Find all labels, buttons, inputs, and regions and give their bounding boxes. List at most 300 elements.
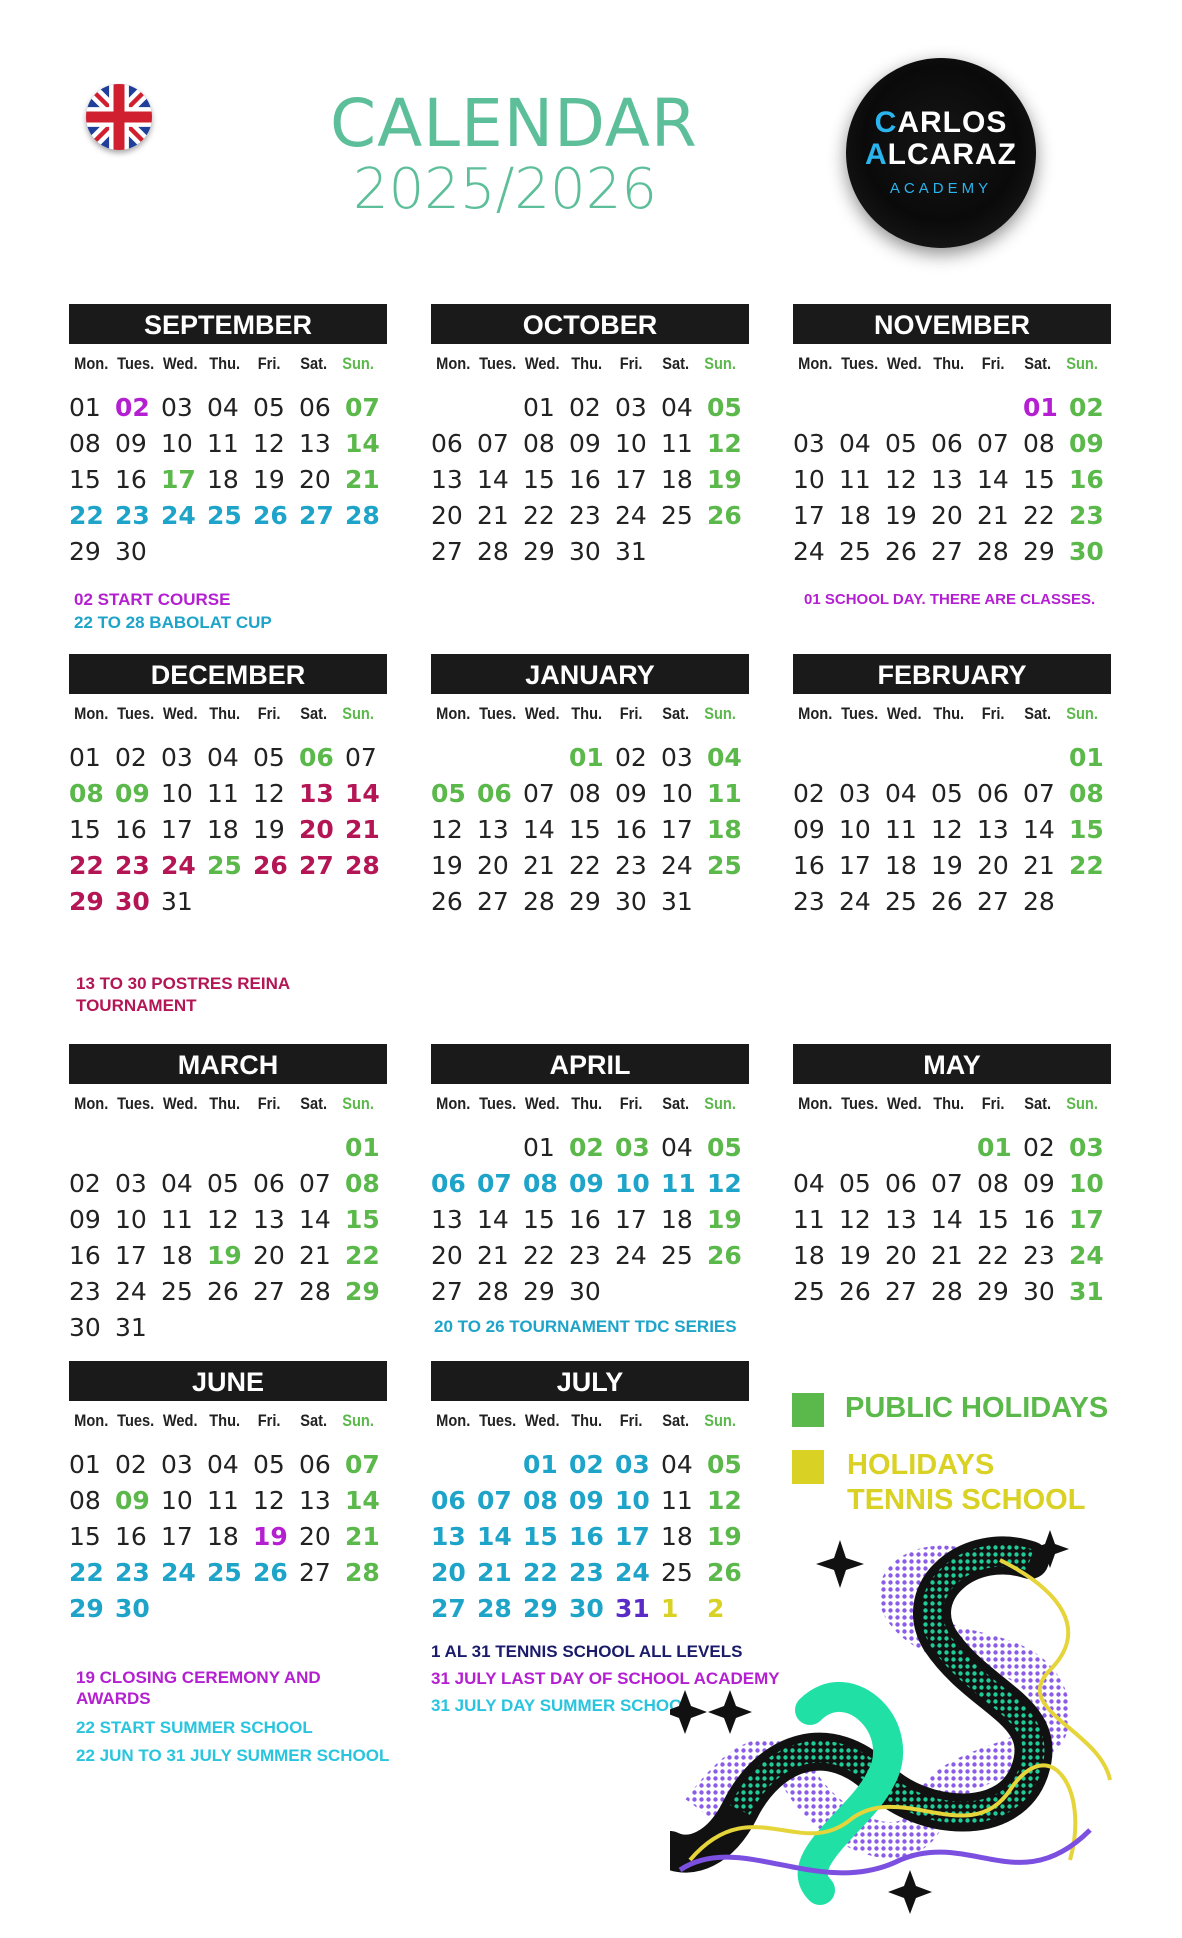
day-cell: 18 xyxy=(161,1241,193,1270)
day-cell: 24 xyxy=(793,537,825,566)
day-cell: 25 xyxy=(661,501,693,530)
weekday-row xyxy=(431,354,742,374)
day-cell: 15 xyxy=(69,465,101,494)
day-cell: 31 xyxy=(615,1594,650,1623)
day-cell: 06 xyxy=(977,779,1009,808)
day-cell: 24 xyxy=(161,1558,196,1587)
day-cell: 23 xyxy=(1023,1241,1055,1270)
day-cell: 28 xyxy=(477,537,509,566)
day-cell: 07 xyxy=(477,1486,512,1515)
day-cell: 02 xyxy=(569,1133,604,1162)
day-cell: 29 xyxy=(977,1277,1009,1306)
note-sep-start: 02 START COURSE xyxy=(74,590,231,609)
day-cell: 06 xyxy=(299,743,334,772)
weekday-row xyxy=(793,1094,1104,1114)
day-cell: 06 xyxy=(931,429,963,458)
day-cell: 12 xyxy=(253,779,285,808)
day-cell: 13 xyxy=(299,1486,331,1515)
day-cell: 23 xyxy=(115,1558,150,1587)
day-cell: 30 xyxy=(115,1594,150,1623)
day-cell: 12 xyxy=(839,1205,871,1234)
logo-line-2: ALCARAZ xyxy=(865,138,1017,171)
day-cell: 06 xyxy=(431,1486,466,1515)
day-cell: 13 xyxy=(253,1205,285,1234)
month-header: MAY xyxy=(793,1044,1111,1084)
weekday-label: Tues. xyxy=(117,1094,155,1113)
weekday-label: Thu. xyxy=(933,704,965,723)
day-empty xyxy=(207,1130,253,1166)
day-cell: 17 xyxy=(161,1522,193,1551)
day-cell: 16 xyxy=(569,1205,601,1234)
day-cell: 19 xyxy=(207,1241,242,1270)
day-cell: 12 xyxy=(253,1486,285,1515)
day-cell: 13 xyxy=(977,815,1009,844)
day-cell: 17 xyxy=(615,1522,650,1551)
weekday-label: Tues. xyxy=(841,354,879,373)
weekday-label: Thu. xyxy=(571,354,603,373)
month-header: FEBRUARY xyxy=(793,654,1111,694)
weekday-label: Thu. xyxy=(209,354,241,373)
weekday-label: Mon. xyxy=(798,1094,833,1113)
weekday-label: Fri. xyxy=(619,1411,643,1430)
day-empty xyxy=(839,740,885,776)
weekday-label: Fri. xyxy=(981,704,1005,723)
day-cell: 01 xyxy=(523,393,555,422)
weekday-label: Sun. xyxy=(704,704,736,723)
day-cell: 05 xyxy=(253,393,285,422)
weekday-label: Wed. xyxy=(162,1094,198,1113)
day-cell: 30 xyxy=(115,887,150,916)
day-cell: 22 xyxy=(1069,851,1104,880)
weekday-label: Wed. xyxy=(162,704,198,723)
day-cell: 25 xyxy=(707,851,742,880)
day-cell: 22 xyxy=(1023,501,1055,530)
day-cell: 15 xyxy=(1069,815,1104,844)
month-december xyxy=(69,654,387,920)
day-cell: 09 xyxy=(115,1486,150,1515)
day-cell: 14 xyxy=(345,779,380,808)
weekday-label: Fri. xyxy=(619,704,643,723)
day-cell: 13 xyxy=(477,815,509,844)
weekday-label: Sat. xyxy=(1024,354,1052,373)
day-cell: 17 xyxy=(161,815,193,844)
day-cell: 10 xyxy=(615,1169,650,1198)
day-cell: 10 xyxy=(161,1486,193,1515)
day-cell: 27 xyxy=(931,537,963,566)
weekday-label: Sun. xyxy=(704,1411,736,1430)
day-cell: 30 xyxy=(1023,1277,1055,1306)
day-cell: 13 xyxy=(299,429,331,458)
day-cell: 29 xyxy=(69,1594,104,1623)
day-cell: 08 xyxy=(1069,779,1104,808)
day-cell: 15 xyxy=(69,1522,101,1551)
day-cell: 16 xyxy=(569,465,601,494)
day-cell: 14 xyxy=(345,429,380,458)
day-cell: 1 xyxy=(661,1594,679,1623)
month-january xyxy=(431,654,749,920)
day-cell: 01 xyxy=(569,743,604,772)
day-cell: 17 xyxy=(115,1241,147,1270)
weekday-row xyxy=(431,1411,742,1431)
day-cell: 26 xyxy=(707,1241,742,1270)
day-empty xyxy=(931,390,977,426)
weekday-row xyxy=(69,704,380,724)
day-empty xyxy=(431,390,477,426)
weekday-row xyxy=(431,1094,742,1114)
day-cell: 22 xyxy=(523,1558,558,1587)
weekday-label: Thu. xyxy=(933,1094,965,1113)
day-cell: 13 xyxy=(931,465,963,494)
day-cell: 30 xyxy=(115,537,147,566)
day-cell: 28 xyxy=(477,1277,509,1306)
month-header: JUNE xyxy=(69,1361,387,1401)
weekday-label: Sun. xyxy=(342,1094,374,1113)
day-cell: 15 xyxy=(977,1205,1009,1234)
day-cell: 13 xyxy=(431,465,463,494)
month-march xyxy=(69,1044,387,1346)
day-cell: 18 xyxy=(661,465,693,494)
note-jul-summer: 31 JULY DAY SUMMER SCHOOL xyxy=(431,1696,693,1715)
day-cell: 09 xyxy=(569,1486,604,1515)
day-empty xyxy=(477,1447,523,1483)
day-empty xyxy=(523,740,569,776)
day-cell: 27 xyxy=(885,1277,917,1306)
day-cell: 16 xyxy=(115,815,147,844)
day-cell: 16 xyxy=(69,1241,101,1270)
day-cell: 14 xyxy=(523,815,555,844)
day-cell: 14 xyxy=(477,1522,512,1551)
day-grid xyxy=(69,740,387,920)
weekday-label: Fri. xyxy=(257,1094,281,1113)
day-cell: 03 xyxy=(615,1450,650,1479)
day-cell: 31 xyxy=(615,537,647,566)
day-cell: 12 xyxy=(707,429,742,458)
day-cell: 03 xyxy=(161,743,193,772)
day-empty xyxy=(115,1130,161,1166)
day-empty xyxy=(931,740,977,776)
month-header: JULY xyxy=(431,1361,749,1401)
day-cell: 11 xyxy=(661,1169,696,1198)
note-jun-summer-school: 22 JUN TO 31 JULY SUMMER SCHOOL xyxy=(76,1746,390,1765)
day-cell: 29 xyxy=(523,537,555,566)
legend-green-swatch xyxy=(792,1393,824,1427)
day-grid xyxy=(69,390,387,570)
day-cell: 26 xyxy=(253,501,288,530)
note-nov-school-day: 01 SCHOOL DAY. THERE ARE CLASSES. xyxy=(804,591,1096,608)
day-cell: 20 xyxy=(477,851,509,880)
day-cell: 23 xyxy=(1069,501,1104,530)
day-cell: 20 xyxy=(431,501,463,530)
weekday-label: Wed. xyxy=(162,354,198,373)
day-cell: 11 xyxy=(207,429,239,458)
day-grid xyxy=(69,1447,387,1627)
day-cell: 04 xyxy=(161,1169,193,1198)
day-empty xyxy=(477,740,523,776)
day-cell: 04 xyxy=(661,393,693,422)
day-cell: 23 xyxy=(569,1241,601,1270)
day-cell: 28 xyxy=(345,501,380,530)
month-header: JANUARY xyxy=(431,654,749,694)
day-cell: 26 xyxy=(431,887,463,916)
day-cell: 09 xyxy=(1069,429,1104,458)
day-cell: 03 xyxy=(793,429,825,458)
note-jun-ceremony: 19 CLOSING CEREMONY AND xyxy=(76,1668,321,1687)
day-cell: 02 xyxy=(793,779,825,808)
day-cell: 22 xyxy=(523,501,555,530)
day-cell: 27 xyxy=(431,1594,466,1623)
day-cell: 26 xyxy=(839,1277,871,1306)
weekday-label: Sat. xyxy=(662,1411,690,1430)
day-grid xyxy=(431,740,749,920)
day-cell: 21 xyxy=(523,851,555,880)
day-empty xyxy=(885,390,931,426)
weekday-label: Mon. xyxy=(74,1411,109,1430)
day-cell: 28 xyxy=(345,851,380,880)
day-cell: 09 xyxy=(569,429,601,458)
day-grid xyxy=(431,1130,749,1310)
day-cell: 16 xyxy=(1023,1205,1055,1234)
month-header: APRIL xyxy=(431,1044,749,1084)
day-empty xyxy=(977,740,1023,776)
weekday-label: Wed. xyxy=(524,354,560,373)
day-cell: 05 xyxy=(839,1169,871,1198)
day-cell: 26 xyxy=(253,851,288,880)
day-cell: 18 xyxy=(207,815,239,844)
day-empty xyxy=(977,390,1023,426)
day-cell: 01 xyxy=(1023,393,1058,422)
day-cell: 24 xyxy=(115,1277,147,1306)
day-cell: 11 xyxy=(207,779,239,808)
note-jun-awards: AWARDS xyxy=(76,1689,151,1708)
day-cell: 22 xyxy=(977,1241,1009,1270)
weekday-label: Sat. xyxy=(300,1411,328,1430)
day-cell: 28 xyxy=(477,1594,512,1623)
weekday-label: Fri. xyxy=(257,1411,281,1430)
day-cell: 08 xyxy=(69,1486,101,1515)
month-header: NOVEMBER xyxy=(793,304,1111,344)
day-cell: 19 xyxy=(431,851,463,880)
weekday-row xyxy=(69,1411,380,1431)
day-cell: 16 xyxy=(569,1522,604,1551)
day-cell: 02 xyxy=(1069,393,1104,422)
day-cell: 09 xyxy=(115,429,147,458)
weekday-label: Sat. xyxy=(662,1094,690,1113)
day-cell: 21 xyxy=(345,465,380,494)
day-empty xyxy=(793,1130,839,1166)
day-cell: 11 xyxy=(885,815,917,844)
weekday-label: Sun. xyxy=(342,1411,374,1430)
day-cell: 03 xyxy=(161,393,193,422)
logo-line-3: ACADEMY xyxy=(889,180,993,197)
day-cell: 26 xyxy=(707,1558,742,1587)
day-empty xyxy=(477,390,523,426)
day-cell: 11 xyxy=(661,429,693,458)
month-header: SEPTEMBER xyxy=(69,304,387,344)
weekday-label: Mon. xyxy=(74,354,109,373)
weekday-label: Mon. xyxy=(798,704,833,723)
day-cell: 12 xyxy=(707,1169,742,1198)
day-cell: 28 xyxy=(977,537,1009,566)
day-cell: 04 xyxy=(885,779,917,808)
day-cell: 04 xyxy=(707,743,742,772)
day-cell: 09 xyxy=(615,779,647,808)
day-cell: 01 xyxy=(69,393,101,422)
day-empty xyxy=(839,390,885,426)
day-cell: 06 xyxy=(431,429,463,458)
weekday-label: Sun. xyxy=(342,704,374,723)
day-cell: 14 xyxy=(477,1205,509,1234)
day-cell: 21 xyxy=(477,1241,509,1270)
day-cell: 24 xyxy=(839,887,871,916)
weekday-label: Sun. xyxy=(1066,1094,1098,1113)
day-empty xyxy=(299,1130,345,1166)
month-september xyxy=(69,304,387,570)
weekday-label: Mon. xyxy=(74,1094,109,1113)
day-cell: 08 xyxy=(1023,429,1055,458)
note-jul-tennis-school: 1 AL 31 TENNIS SCHOOL ALL LEVELS xyxy=(431,1642,743,1661)
day-cell: 05 xyxy=(253,1450,285,1479)
weekday-label: Fri. xyxy=(981,1094,1005,1113)
day-cell: 10 xyxy=(615,1486,650,1515)
weekday-label: Mon. xyxy=(74,704,109,723)
weekday-label: Thu. xyxy=(571,1094,603,1113)
weekday-label: Sun. xyxy=(704,354,736,373)
day-cell: 21 xyxy=(1023,851,1055,880)
day-cell: 27 xyxy=(299,1558,331,1587)
day-cell: 05 xyxy=(431,779,466,808)
day-cell: 11 xyxy=(707,779,742,808)
day-cell: 05 xyxy=(885,429,917,458)
day-cell: 08 xyxy=(345,1169,380,1198)
day-cell: 25 xyxy=(207,1558,242,1587)
day-cell: 11 xyxy=(661,1486,693,1515)
day-cell: 24 xyxy=(161,851,196,880)
weekday-label: Thu. xyxy=(209,704,241,723)
day-cell: 27 xyxy=(431,537,463,566)
day-cell: 06 xyxy=(299,393,331,422)
day-cell: 18 xyxy=(793,1241,825,1270)
day-cell: 02 xyxy=(115,1450,147,1479)
weekday-label: Mon. xyxy=(436,1094,471,1113)
month-november xyxy=(793,304,1111,570)
day-empty xyxy=(885,1130,931,1166)
day-cell: 10 xyxy=(615,429,647,458)
weekday-label: Sun. xyxy=(342,354,374,373)
day-empty xyxy=(161,1130,207,1166)
day-cell: 30 xyxy=(69,1313,101,1342)
day-cell: 24 xyxy=(661,851,693,880)
day-cell: 22 xyxy=(69,501,104,530)
weekday-label: Wed. xyxy=(524,1094,560,1113)
day-cell: 08 xyxy=(523,429,555,458)
day-cell: 11 xyxy=(793,1205,825,1234)
day-cell: 21 xyxy=(345,1522,380,1551)
weekday-label: Tues. xyxy=(479,1411,517,1430)
day-cell: 05 xyxy=(931,779,963,808)
legend-holidays: HOLIDAYS xyxy=(847,1449,995,1481)
day-cell: 08 xyxy=(977,1169,1009,1198)
day-cell: 31 xyxy=(161,887,193,916)
note-dec-tournament-2: TOURNAMENT xyxy=(76,996,197,1015)
day-cell: 03 xyxy=(839,779,871,808)
day-cell: 22 xyxy=(345,1241,380,1270)
day-cell: 23 xyxy=(115,501,150,530)
note-jun-summer-start: 22 START SUMMER SCHOOL xyxy=(76,1718,313,1737)
day-cell: 04 xyxy=(661,1133,693,1162)
day-cell: 13 xyxy=(885,1205,917,1234)
day-cell: 25 xyxy=(161,1277,193,1306)
weekday-label: Mon. xyxy=(436,1411,471,1430)
page-title: CALENDAR xyxy=(330,85,698,162)
day-cell: 20 xyxy=(431,1241,463,1270)
day-cell: 31 xyxy=(661,887,693,916)
day-cell: 07 xyxy=(299,1169,331,1198)
day-cell: 04 xyxy=(661,1450,693,1479)
day-cell: 24 xyxy=(615,1241,647,1270)
month-april xyxy=(431,1044,749,1310)
weekday-label: Fri. xyxy=(619,354,643,373)
day-cell: 10 xyxy=(839,815,871,844)
day-empty xyxy=(885,740,931,776)
day-cell: 21 xyxy=(477,1558,512,1587)
day-cell: 24 xyxy=(161,501,196,530)
uk-flag-icon[interactable] xyxy=(86,84,152,150)
day-cell: 18 xyxy=(885,851,917,880)
day-cell: 18 xyxy=(661,1522,693,1551)
weekday-label: Thu. xyxy=(209,1411,241,1430)
day-cell: 20 xyxy=(299,465,331,494)
day-cell: 27 xyxy=(477,887,509,916)
day-cell: 07 xyxy=(345,393,380,422)
day-cell: 22 xyxy=(523,1241,555,1270)
day-cell: 02 xyxy=(115,743,147,772)
weekday-row xyxy=(69,354,380,374)
day-grid xyxy=(69,1130,387,1346)
day-cell: 06 xyxy=(253,1169,285,1198)
day-cell: 29 xyxy=(523,1594,558,1623)
weekday-label: Fri. xyxy=(981,354,1005,373)
day-cell: 07 xyxy=(931,1169,963,1198)
weekday-label: Wed. xyxy=(524,1411,560,1430)
day-cell: 15 xyxy=(523,1522,558,1551)
day-cell: 13 xyxy=(431,1522,466,1551)
day-cell: 05 xyxy=(707,1133,742,1162)
month-february xyxy=(793,654,1111,920)
day-cell: 13 xyxy=(299,779,334,808)
day-cell: 03 xyxy=(1069,1133,1104,1162)
day-empty xyxy=(1023,740,1069,776)
month-june xyxy=(69,1361,387,1627)
day-cell: 17 xyxy=(615,1205,647,1234)
weekday-label: Sun. xyxy=(1066,354,1098,373)
day-empty xyxy=(477,1130,523,1166)
day-cell: 20 xyxy=(299,1522,331,1551)
day-grid xyxy=(793,740,1111,920)
day-cell: 26 xyxy=(207,1277,239,1306)
weekday-label: Mon. xyxy=(798,354,833,373)
academy-logo xyxy=(846,58,1036,248)
day-cell: 30 xyxy=(569,537,601,566)
day-cell: 17 xyxy=(661,815,693,844)
month-header: DECEMBER xyxy=(69,654,387,694)
day-cell: 23 xyxy=(569,1558,604,1587)
day-cell: 21 xyxy=(931,1241,963,1270)
note-dec-tournament: 13 TO 30 POSTRES REINA xyxy=(76,974,291,993)
day-cell: 03 xyxy=(115,1169,147,1198)
day-cell: 30 xyxy=(615,887,647,916)
day-cell: 26 xyxy=(885,537,917,566)
day-cell: 04 xyxy=(839,429,871,458)
